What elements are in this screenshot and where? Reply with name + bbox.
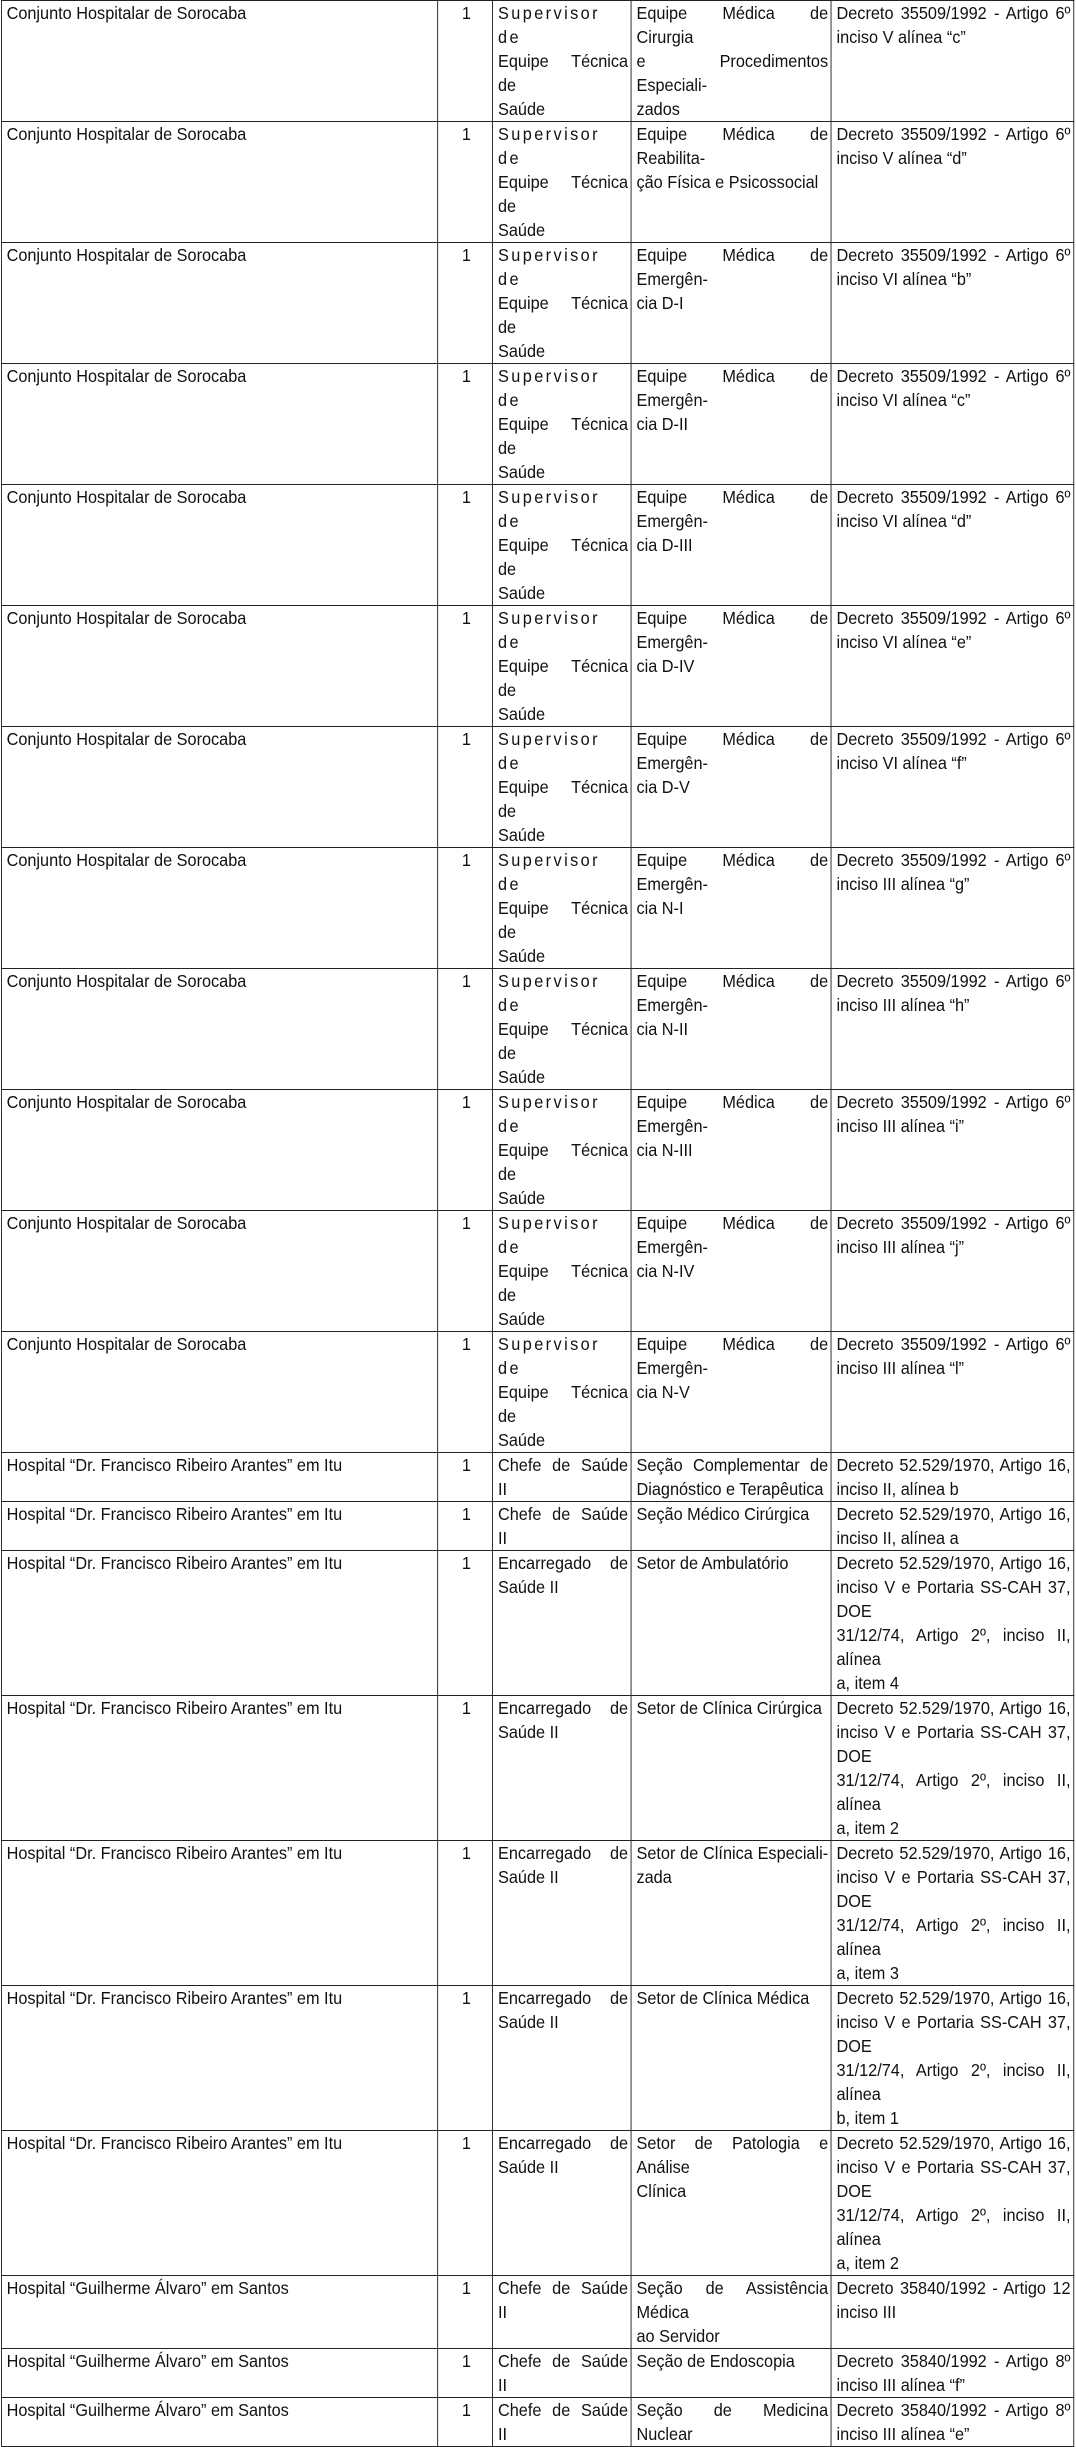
cell-legislacao-line: inciso V e Portaria SS-CAH 37, DOE — [836, 1722, 1071, 1766]
cell-unidade-line: Seção de Endoscopia — [636, 2351, 795, 2371]
cell-legislacao — [831, 1841, 1073, 1986]
cell-cargo-line: Saúde — [497, 583, 546, 603]
cell-unidade — [631, 606, 831, 727]
table-row — [1, 2398, 1073, 2447]
cell-quantidade: 1 — [438, 1, 493, 122]
cell-unidade-line: Setor de Clínica Médica — [636, 1988, 810, 2008]
cell-cargo-line: Saúde — [497, 1067, 546, 1087]
cell-legislacao — [831, 848, 1073, 969]
cell-unidade-line: cia D-V — [636, 777, 690, 797]
cell-quantidade: 1 — [438, 243, 493, 364]
cell-unidade — [631, 364, 831, 485]
cell-orgao: Hospital “Dr. Francisco Ribeiro Arantes” em Itu — [1, 1502, 438, 1551]
table-row — [1, 1453, 1073, 1502]
cell-legislacao-line: Decreto 52.529/1970, Artigo 16, — [836, 1553, 1071, 1573]
cell-unidade-line: ao Servidor — [636, 2326, 720, 2346]
cell-unidade-line: Equipe Médica de Emergên- — [636, 971, 829, 1015]
cell-cargo-line: Supervisor de — [497, 3, 600, 47]
cell-legislacao-line: a, item 2 — [836, 2253, 899, 2273]
cell-legislacao — [831, 485, 1073, 606]
cell-cargo — [493, 2131, 631, 2276]
cell-cargo-line: Chefe de Saúde II — [497, 2400, 629, 2444]
table-row — [1, 122, 1073, 243]
cell-orgao: Conjunto Hospitalar de Sorocaba — [1, 727, 438, 848]
cell-orgao: Conjunto Hospitalar de Sorocaba — [1, 1211, 438, 1332]
cell-cargo-line: Supervisor de — [497, 1334, 600, 1378]
cell-cargo — [493, 1551, 631, 1696]
cell-unidade — [631, 848, 831, 969]
cell-unidade-line: zados — [636, 99, 680, 119]
cell-legislacao — [831, 122, 1073, 243]
cell-orgao: Hospital “Dr. Francisco Ribeiro Arantes” em Itu — [1, 1986, 438, 2131]
cell-orgao: Conjunto Hospitalar de Sorocaba — [1, 122, 438, 243]
cell-orgao: Hospital “Dr. Francisco Ribeiro Arantes” em Itu — [1, 2131, 438, 2276]
table-row — [1, 848, 1073, 969]
cell-unidade — [631, 122, 831, 243]
cell-cargo-line: Saúde — [497, 1430, 546, 1450]
cell-legislacao-line: Decreto 52.529/1970, Artigo 16, — [836, 2133, 1071, 2153]
cell-unidade — [631, 1841, 831, 1986]
table-row — [1, 485, 1073, 606]
cell-quantidade: 1 — [438, 2398, 493, 2447]
cell-orgao: Hospital “Dr. Francisco Ribeiro Arantes” em Itu — [1, 1841, 438, 1986]
cell-legislacao-line: inciso V alínea “d” — [836, 148, 967, 168]
cell-unidade-line: cia D-III — [636, 535, 693, 555]
cell-unidade-line: cia N-I — [636, 898, 684, 918]
cell-cargo-line: Supervisor de — [497, 124, 600, 168]
cell-cargo-line: Equipe Técnica de — [497, 1261, 629, 1305]
table-row — [1, 2349, 1073, 2398]
cell-legislacao-line: Decreto 35509/1992 - Artigo 6º — [836, 487, 1071, 507]
cell-cargo-line: Equipe Técnica de — [497, 1019, 629, 1063]
cell-legislacao-line: Decreto 35509/1992 - Artigo 6º — [836, 729, 1071, 749]
cell-unidade-line: Equipe Médica de Emergên- — [636, 729, 829, 773]
cell-legislacao — [831, 2131, 1073, 2276]
cell-legislacao-line: 31/12/74, Artigo 2º, inciso II, alínea — [836, 1625, 1071, 1669]
cell-cargo — [493, 1211, 631, 1332]
cell-cargo-line: Equipe Técnica de — [497, 293, 629, 337]
cell-legislacao — [831, 2349, 1073, 2398]
table-body — [1, 1, 1073, 2447]
cell-orgao: Conjunto Hospitalar de Sorocaba — [1, 606, 438, 727]
cell-cargo-line: Equipe Técnica de — [497, 172, 629, 216]
table-row — [1, 1841, 1073, 1986]
cell-legislacao-line: b, item 1 — [836, 2108, 899, 2128]
cell-unidade-line: ção Física e Psicossocial — [636, 172, 819, 192]
cell-cargo-line: Saúde — [497, 341, 546, 361]
cell-unidade-line: Equipe Médica de Emergên- — [636, 850, 829, 894]
cell-unidade-line: cia N-II — [636, 1019, 689, 1039]
cell-legislacao-line: inciso VI alínea “f” — [836, 753, 967, 773]
cell-legislacao-line: Decreto 35509/1992 - Artigo 6º — [836, 971, 1071, 991]
appointments-table — [1, 0, 1074, 2447]
cell-unidade — [631, 1696, 831, 1841]
cell-unidade — [631, 1332, 831, 1453]
cell-legislacao — [831, 1551, 1073, 1696]
cell-unidade — [631, 2349, 831, 2398]
cell-quantidade: 1 — [438, 122, 493, 243]
cell-orgao: Hospital “Guilherme Álvaro” em Santos — [1, 2276, 438, 2349]
cell-cargo — [493, 1453, 631, 1502]
cell-cargo-line: Equipe Técnica de — [497, 898, 629, 942]
cell-orgao: Conjunto Hospitalar de Sorocaba — [1, 1, 438, 122]
cell-cargo-line: Saúde — [497, 946, 546, 966]
cell-unidade — [631, 1502, 831, 1551]
cell-unidade-line: Equipe Médica de Emergên- — [636, 1334, 829, 1378]
cell-legislacao-line: Decreto 52.529/1970, Artigo 16, — [836, 1988, 1071, 2008]
cell-unidade — [631, 1, 831, 122]
table-row — [1, 606, 1073, 727]
cell-legislacao — [831, 364, 1073, 485]
cell-legislacao — [831, 727, 1073, 848]
cell-unidade — [631, 243, 831, 364]
cell-cargo-line: Chefe de Saúde II — [497, 1455, 629, 1499]
cell-legislacao — [831, 1211, 1073, 1332]
cell-legislacao-line: 31/12/74, Artigo 2º, inciso II, alínea — [836, 2060, 1071, 2104]
cell-cargo-line: Encarregado de — [497, 2133, 629, 2153]
cell-cargo-line: Equipe Técnica de — [497, 777, 629, 821]
cell-cargo-line: Supervisor de — [497, 1213, 600, 1257]
cell-orgao: Conjunto Hospitalar de Sorocaba — [1, 1090, 438, 1211]
cell-unidade-line: Equipe Médica de Emergên- — [636, 366, 829, 410]
cell-unidade-line: Equipe Médica de Emergên- — [636, 1213, 829, 1257]
cell-legislacao — [831, 1090, 1073, 1211]
cell-quantidade: 1 — [438, 2349, 493, 2398]
cell-unidade-line: Seção Médico Cirúrgica — [636, 1504, 810, 1524]
cell-unidade-line: cia D-II — [636, 414, 689, 434]
cell-cargo — [493, 122, 631, 243]
cell-legislacao-line: Decreto 35840/1992 - Artigo 8º — [836, 2400, 1071, 2420]
cell-quantidade: 1 — [438, 606, 493, 727]
cell-cargo — [493, 2398, 631, 2447]
cell-unidade-line: Setor de Ambulatório — [636, 1553, 789, 1573]
cell-orgao: Hospital “Dr. Francisco Ribeiro Arantes” em Itu — [1, 1551, 438, 1696]
cell-legislacao-line: Decreto 35840/1992 - Artigo 8º — [836, 2351, 1071, 2371]
cell-cargo-line: Encarregado de — [497, 1843, 629, 1863]
cell-orgao: Conjunto Hospitalar de Sorocaba — [1, 485, 438, 606]
cell-quantidade: 1 — [438, 1453, 493, 1502]
cell-legislacao-line: Decreto 35509/1992 - Artigo 6º — [836, 608, 1071, 628]
cell-unidade-line: Equipe Médica de Reabilita- — [636, 124, 829, 168]
cell-legislacao-line: inciso III alínea “h” — [836, 995, 970, 1015]
cell-cargo-line: Saúde II — [497, 2157, 559, 2177]
cell-legislacao-line: Decreto 52.529/1970, Artigo 16, — [836, 1843, 1071, 1863]
cell-unidade — [631, 2276, 831, 2349]
cell-quantidade: 1 — [438, 364, 493, 485]
cell-unidade-line: Equipe Médica de Emergên- — [636, 245, 829, 289]
cell-legislacao-line: inciso III alínea “i” — [836, 1116, 965, 1136]
cell-unidade — [631, 727, 831, 848]
cell-cargo-line: Saúde II — [497, 1722, 559, 1742]
cell-orgao: Conjunto Hospitalar de Sorocaba — [1, 969, 438, 1090]
cell-unidade-line: cia N-V — [636, 1382, 690, 1402]
cell-unidade-line: Seção Complementar de — [636, 1455, 829, 1475]
cell-unidade-line: Setor de Clínica Cirúrgica — [636, 1698, 822, 1718]
cell-quantidade: 1 — [438, 1696, 493, 1841]
cell-legislacao-line: a, item 2 — [836, 1818, 899, 1838]
cell-cargo — [493, 1, 631, 122]
table-row — [1, 1332, 1073, 1453]
cell-cargo-line: Supervisor de — [497, 487, 600, 531]
cell-legislacao — [831, 243, 1073, 364]
cell-legislacao — [831, 969, 1073, 1090]
cell-orgao: Conjunto Hospitalar de Sorocaba — [1, 243, 438, 364]
cell-legislacao-line: inciso V e Portaria SS-CAH 37, DOE — [836, 2012, 1071, 2056]
cell-cargo-line: Encarregado de — [497, 1553, 629, 1573]
cell-legislacao-line: inciso VI alínea “e” — [836, 632, 972, 652]
cell-legislacao-line: inciso III alínea “f” — [836, 2375, 965, 2395]
cell-quantidade: 1 — [438, 485, 493, 606]
cell-cargo-line: Supervisor de — [497, 729, 600, 773]
cell-unidade-line: Equipe Médica de Emergên- — [636, 1092, 829, 1136]
cell-quantidade: 1 — [438, 969, 493, 1090]
cell-cargo — [493, 364, 631, 485]
cell-legislacao-line: inciso V e Portaria SS-CAH 37, DOE — [836, 2157, 1071, 2201]
cell-cargo-line: Supervisor de — [497, 971, 600, 1015]
cell-unidade-line: Seção de Medicina Nuclear — [636, 2400, 829, 2444]
cell-legislacao-line: Decreto 52.529/1970, Artigo 16, — [836, 1698, 1071, 1718]
cell-legislacao-line: inciso VI alínea “c” — [836, 390, 971, 410]
cell-cargo-line: Chefe de Saúde II — [497, 2351, 629, 2395]
cell-unidade — [631, 2398, 831, 2447]
cell-cargo-line: Encarregado de — [497, 1698, 629, 1718]
cell-cargo — [493, 2276, 631, 2349]
cell-legislacao-line: a, item 3 — [836, 1963, 899, 1983]
cell-unidade-line: e Procedimentos Especiali- — [636, 51, 829, 95]
cell-quantidade: 1 — [438, 727, 493, 848]
cell-legislacao-line: Decreto 35509/1992 - Artigo 6º — [836, 850, 1071, 870]
cell-legislacao-line: Decreto 35509/1992 - Artigo 6º — [836, 1334, 1071, 1354]
cell-legislacao-line: Decreto 52.529/1970, Artigo 16, — [836, 1455, 1071, 1475]
cell-legislacao-line: Decreto 35509/1992 - Artigo 6º — [836, 124, 1071, 144]
cell-cargo-line: Supervisor de — [497, 850, 600, 894]
cell-legislacao — [831, 1332, 1073, 1453]
cell-cargo — [493, 727, 631, 848]
cell-cargo-line: Supervisor de — [497, 1092, 600, 1136]
table-row — [1, 243, 1073, 364]
cell-legislacao-line: inciso V e Portaria SS-CAH 37, DOE — [836, 1577, 1071, 1621]
cell-unidade — [631, 1090, 831, 1211]
cell-unidade-line: Clínica — [636, 2181, 687, 2201]
cell-cargo-line: Supervisor de — [497, 608, 600, 652]
cell-orgao: Hospital “Dr. Francisco Ribeiro Arantes” em Itu — [1, 1453, 438, 1502]
cell-unidade-line: cia N-IV — [636, 1261, 695, 1281]
cell-cargo — [493, 1090, 631, 1211]
cell-cargo-line: Saúde — [497, 462, 546, 482]
cell-legislacao — [831, 1986, 1073, 2131]
cell-quantidade: 1 — [438, 1841, 493, 1986]
cell-cargo-line: Saúde — [497, 825, 546, 845]
cell-unidade — [631, 1211, 831, 1332]
cell-orgao: Hospital “Dr. Francisco Ribeiro Arantes” em Itu — [1, 1696, 438, 1841]
cell-cargo-line: Equipe Técnica de — [497, 656, 629, 700]
cell-legislacao-line: Decreto 35840/1992 - Artigo 12 — [836, 2278, 1071, 2298]
cell-legislacao-line: Decreto 35509/1992 - Artigo 6º — [836, 3, 1071, 23]
cell-cargo-line: Equipe Técnica de — [497, 1382, 629, 1426]
cell-cargo-line: Saúde — [497, 99, 546, 119]
cell-cargo-line: Encarregado de — [497, 1988, 629, 2008]
cell-unidade — [631, 485, 831, 606]
cell-unidade-line: zada — [636, 1867, 672, 1887]
cell-unidade-line: cia N-III — [636, 1140, 693, 1160]
cell-legislacao-line: Decreto 52.529/1970, Artigo 16, — [836, 1504, 1071, 1524]
cell-cargo-line: Saúde II — [497, 1867, 559, 1887]
table-row — [1, 727, 1073, 848]
cell-quantidade: 1 — [438, 1332, 493, 1453]
cell-legislacao-line: Decreto 35509/1992 - Artigo 6º — [836, 245, 1071, 265]
cell-unidade — [631, 1551, 831, 1696]
cell-cargo — [493, 1841, 631, 1986]
cell-orgao: Conjunto Hospitalar de Sorocaba — [1, 848, 438, 969]
cell-quantidade: 1 — [438, 2131, 493, 2276]
cell-orgao: Conjunto Hospitalar de Sorocaba — [1, 364, 438, 485]
cell-legislacao — [831, 606, 1073, 727]
cell-unidade-line: Equipe Médica de Emergên- — [636, 487, 829, 531]
cell-legislacao — [831, 1502, 1073, 1551]
cell-cargo-line: Saúde II — [497, 1577, 559, 1597]
cell-unidade — [631, 2131, 831, 2276]
cell-cargo — [493, 848, 631, 969]
table-row — [1, 1551, 1073, 1696]
cell-quantidade: 1 — [438, 848, 493, 969]
cell-cargo — [493, 1696, 631, 1841]
cell-cargo — [493, 243, 631, 364]
cell-cargo — [493, 1332, 631, 1453]
cell-cargo-line: Saúde — [497, 1309, 546, 1329]
cell-legislacao-line: inciso III alínea “l” — [836, 1358, 965, 1378]
cell-legislacao-line: inciso III alínea “e” — [836, 2424, 970, 2444]
table-row — [1, 1090, 1073, 1211]
table-row — [1, 1, 1073, 122]
cell-legislacao-line: inciso II, alínea b — [836, 1479, 959, 1499]
cell-legislacao — [831, 1696, 1073, 1841]
cell-cargo-line: Saúde — [497, 220, 546, 240]
cell-legislacao-line: 31/12/74, Artigo 2º, inciso II, alínea — [836, 1770, 1071, 1814]
cell-legislacao-line: inciso VI alínea “d” — [836, 511, 972, 531]
cell-legislacao-line: inciso V e Portaria SS-CAH 37, DOE — [836, 1867, 1071, 1911]
cell-legislacao-line: 31/12/74, Artigo 2º, inciso II, alínea — [836, 1915, 1071, 1959]
cell-quantidade: 1 — [438, 1986, 493, 2131]
cell-cargo-line: Supervisor de — [497, 245, 600, 289]
cell-unidade-line: cia D-IV — [636, 656, 695, 676]
cell-legislacao — [831, 2276, 1073, 2349]
cell-orgao: Hospital “Guilherme Álvaro” em Santos — [1, 2398, 438, 2447]
cell-unidade — [631, 1453, 831, 1502]
cell-cargo — [493, 606, 631, 727]
cell-legislacao — [831, 2398, 1073, 2447]
cell-cargo — [493, 485, 631, 606]
cell-unidade-line: Equipe Médica de Cirurgia — [636, 3, 829, 47]
table-row — [1, 1986, 1073, 2131]
cell-legislacao-line: inciso III — [836, 2302, 897, 2322]
cell-cargo-line: Chefe de Saúde II — [497, 2278, 629, 2322]
cell-cargo-line: Chefe de Saúde II — [497, 1504, 629, 1548]
cell-cargo-line: Supervisor de — [497, 366, 600, 410]
cell-unidade-line: Setor de Clínica Especiali- — [636, 1843, 829, 1863]
table-row — [1, 2276, 1073, 2349]
cell-cargo — [493, 969, 631, 1090]
cell-legislacao-line: inciso VI alínea “b” — [836, 269, 972, 289]
cell-quantidade: 1 — [438, 2276, 493, 2349]
cell-legislacao-line: Decreto 35509/1992 - Artigo 6º — [836, 1213, 1071, 1233]
cell-unidade — [631, 969, 831, 1090]
table-row — [1, 969, 1073, 1090]
cell-quantidade: 1 — [438, 1211, 493, 1332]
table-row — [1, 1696, 1073, 1841]
cell-quantidade: 1 — [438, 1551, 493, 1696]
cell-unidade — [631, 1986, 831, 2131]
cell-cargo-line: Equipe Técnica de — [497, 414, 629, 458]
cell-unidade-line: cia D-I — [636, 293, 684, 313]
cell-unidade-line: Equipe Médica de Emergên- — [636, 608, 829, 652]
cell-cargo-line: Equipe Técnica de — [497, 51, 629, 95]
cell-cargo-line: Saúde — [497, 704, 546, 724]
cell-unidade-line: Setor de Patologia e Análise — [636, 2133, 829, 2177]
cell-cargo — [493, 1986, 631, 2131]
cell-legislacao-line: 31/12/74, Artigo 2º, inciso II, alínea — [836, 2205, 1071, 2249]
table-row — [1, 1502, 1073, 1551]
cell-quantidade: 1 — [438, 1090, 493, 1211]
cell-cargo-line: Saúde II — [497, 2012, 559, 2032]
cell-orgao: Conjunto Hospitalar de Sorocaba — [1, 1332, 438, 1453]
cell-legislacao-line: Decreto 35509/1992 - Artigo 6º — [836, 1092, 1071, 1112]
cell-legislacao — [831, 1453, 1073, 1502]
cell-orgao: Hospital “Guilherme Álvaro” em Santos — [1, 2349, 438, 2398]
table-row — [1, 2131, 1073, 2276]
cell-legislacao-line: inciso III alínea “j” — [836, 1237, 965, 1257]
cell-unidade-line: Diagnóstico e Terapêutica — [636, 1479, 824, 1499]
cell-cargo — [493, 2349, 631, 2398]
cell-cargo-line: Equipe Técnica de — [497, 535, 629, 579]
cell-legislacao-line: a, item 4 — [836, 1673, 899, 1693]
cell-unidade-line: Seção de Assistência Médica — [636, 2278, 829, 2322]
cell-legislacao — [831, 1, 1073, 122]
cell-legislacao-line: Decreto 35509/1992 - Artigo 6º — [836, 366, 1071, 386]
cell-cargo-line: Equipe Técnica de — [497, 1140, 629, 1184]
cell-legislacao-line: inciso II, alínea a — [836, 1528, 959, 1548]
cell-legislacao-line: inciso III alínea “g” — [836, 874, 970, 894]
table-row — [1, 364, 1073, 485]
table-row — [1, 1211, 1073, 1332]
cell-legislacao-line: inciso V alínea “c” — [836, 27, 966, 47]
cell-cargo — [493, 1502, 631, 1551]
cell-quantidade: 1 — [438, 1502, 493, 1551]
cell-cargo-line: Saúde — [497, 1188, 546, 1208]
